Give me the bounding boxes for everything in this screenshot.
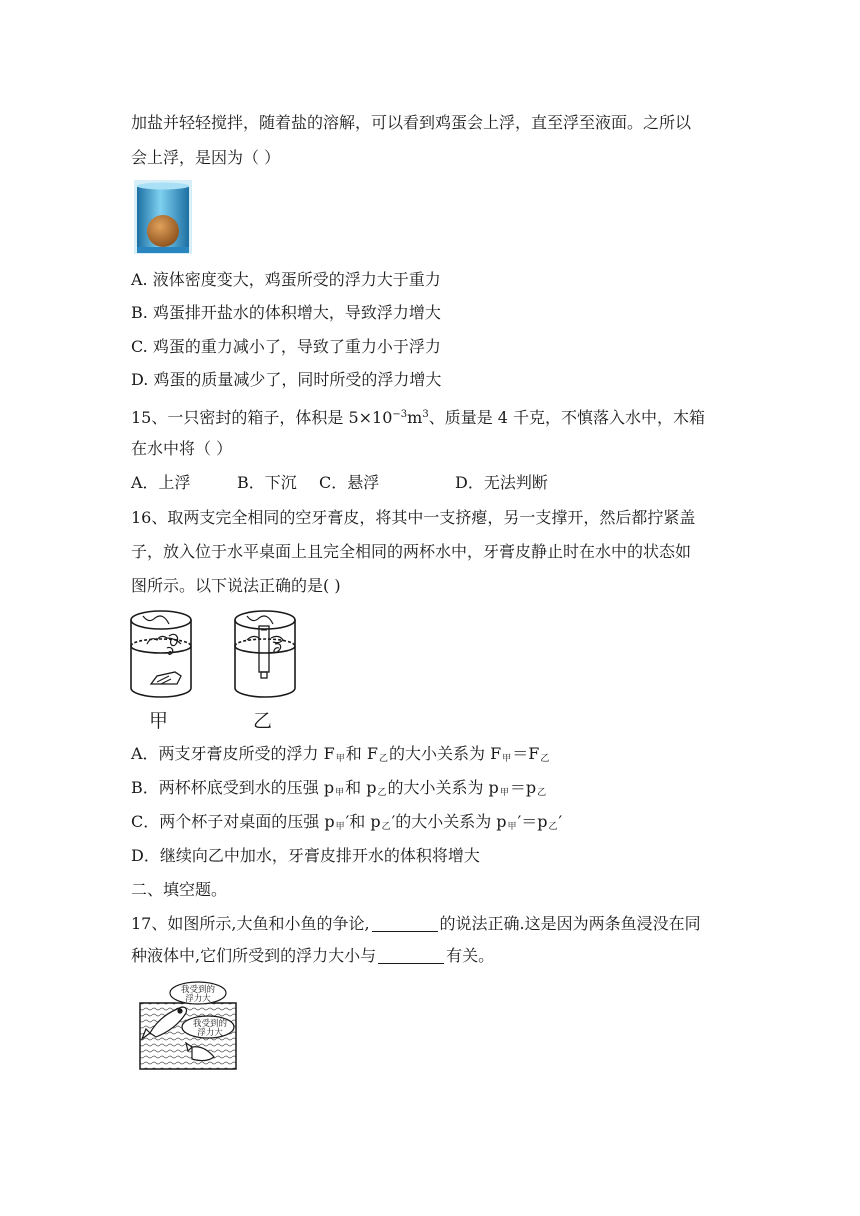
q15-options (131, 473, 548, 493)
q15-exponent: −3 (392, 409, 408, 420)
q15-unit: m (407, 408, 423, 427)
q16-option-b-text4: ＝p (509, 778, 537, 797)
subscript-yi: 乙 (378, 754, 388, 764)
q17-line-2 (131, 946, 494, 966)
cup-label-yi: 乙 (253, 710, 273, 732)
subscript-jia: 甲 (335, 822, 345, 832)
q15-unit-exponent: 3 (422, 409, 429, 420)
q15-option-c: C．悬浮 (319, 473, 380, 492)
cup-yi (235, 611, 295, 697)
q17-blank-2[interactable] (378, 947, 444, 964)
intro-line-2: 会上浮，是因为（ ） (131, 148, 281, 167)
q16-option-b-text1: B．两杯杯底受到水的压强 p (131, 778, 335, 797)
bubble-mid-line-1: 我受到的 (192, 1019, 228, 1029)
q16-option-c-text4: ′＝p (517, 812, 548, 831)
subscript-jia: 甲 (499, 788, 509, 798)
subscript-yi: 乙 (377, 788, 387, 798)
q16-option-a-text3: 的大小关系为 F (388, 744, 502, 763)
q16-option-a-text4: ＝F (512, 744, 540, 763)
q16-option-c (131, 812, 562, 837)
q15-text-a: 15、一只密封的箱子，体积是 5×10 (131, 408, 393, 427)
subscript-jia: 甲 (335, 754, 345, 764)
q15-option-a: A．上浮 (131, 473, 191, 492)
q16-option-a-text1: A．两支牙膏皮所受的浮力 F (131, 744, 335, 763)
q15-line-1 (131, 405, 705, 428)
q16-option-c-text1: C．两个杯子对桌面的压强 p (131, 812, 335, 831)
cup-jia (131, 611, 191, 697)
q14-option-b: B. 鸡蛋排开盐水的体积增大，导致浮力增大 (131, 303, 441, 322)
q17-line-1 (131, 914, 701, 934)
q16-option-b-text2: 和 p (345, 778, 377, 797)
subscript-yi: 乙 (381, 822, 391, 832)
egg-beaker-figure (133, 179, 193, 255)
q15-text-c: 、质量是 4 千克，不慎落入水中，木箱 (428, 408, 706, 427)
q15-option-d: D．无法判断 (455, 473, 548, 492)
q16-option-c-text2: ′和 p (345, 812, 381, 831)
q17-text-b: 的说法正确.这是因为两条鱼浸没在同 (439, 914, 701, 933)
cup-label-jia: 甲 (149, 710, 169, 732)
q15-option-b: B．下沉 (237, 473, 297, 492)
q16-option-d: D．继续向乙中加水，牙膏皮排开水的体积将增大 (131, 846, 480, 865)
subscript-yi: 乙 (540, 754, 550, 764)
section-heading-fill-in: 二、填空题。 (131, 880, 228, 899)
q16-option-c-text3: ′的大小关系为 p (391, 812, 507, 831)
q16-option-b-text3: 的大小关系为 p (387, 778, 499, 797)
intro-line-1: 加盐并轻轻搅拌，随着盐的溶解，可以看到鸡蛋会上浮，直至浮至液面。之所以 (131, 113, 692, 132)
toothpaste-cups-figure (127, 606, 307, 706)
fish-debate-figure (136, 981, 240, 1073)
q14-option-d: D. 鸡蛋的质量减少了，同时所受的浮力增大 (131, 370, 442, 389)
bubble-top-line-1: 我受到的 (180, 985, 216, 995)
q17-text-d: 有关。 (446, 946, 495, 965)
subscript-jia: 甲 (502, 754, 512, 764)
subscript-yi: 乙 (548, 822, 558, 832)
subscript-jia: 甲 (507, 822, 517, 832)
egg-shape (147, 215, 179, 247)
q14-option-a: A. 液体密度变大，鸡蛋所受的浮力大于重力 (131, 270, 441, 289)
subscript-yi: 乙 (537, 788, 547, 798)
q14-option-c: C. 鸡蛋的重力减小了，导致了重力小于浮力 (131, 337, 441, 356)
q16-line-1: 16、取两支完全相同的空牙膏皮，将其中一支挤瘪，另一支撑开，然后都拧紧盖 (131, 508, 696, 527)
q16-option-a-text2: 和 F (345, 744, 378, 763)
q16-option-b (131, 778, 547, 803)
q16-option-c-text5: ′ (558, 812, 563, 831)
bubble-mid-line-2: 浮力大 (197, 1028, 223, 1038)
q17-text-c: 种液体中,它们所受到的浮力大小与 (131, 946, 377, 965)
q17-blank-1[interactable] (372, 915, 438, 932)
q16-line-2: 子，放入位于水平桌面上且完全相同的两杯水中，牙膏皮静止时在水中的状态如 (131, 542, 692, 561)
q16-option-a (131, 744, 550, 769)
q17-text-a: 17、如图所示,大鱼和小鱼的争论, (131, 914, 370, 933)
bubble-top-line-2: 浮力大 (185, 994, 211, 1004)
q15-line-2: 在水中将（ ） (131, 439, 233, 458)
q16-line-3: 图所示。以下说法正确的是( ) (131, 576, 341, 595)
subscript-jia: 甲 (335, 788, 345, 798)
